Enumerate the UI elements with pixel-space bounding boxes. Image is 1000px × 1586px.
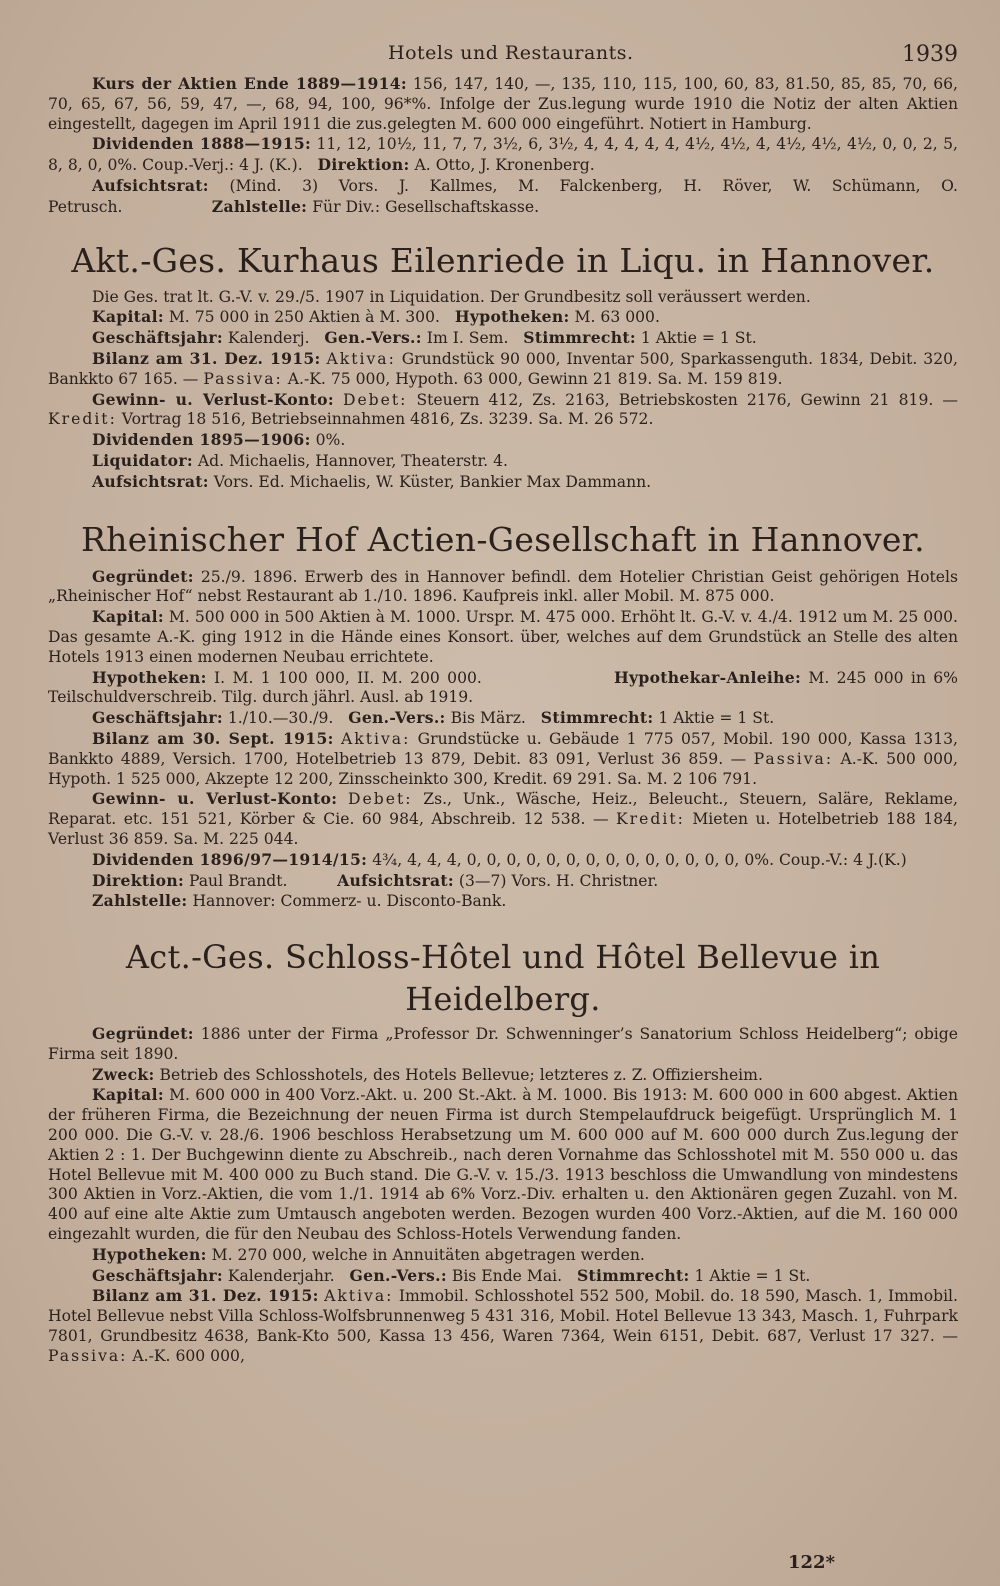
- text-passiva: A.-K. 600 000,: [127, 1346, 245, 1365]
- label-geschaeftsjahr: Geschäftsjahr:: [92, 708, 223, 728]
- paragraph-kurs: [48, 74, 958, 134]
- text-zweck: Betrieb des Schlosshotels, des Hotels Bellevue; letzteres z. Z. Offiziersheim.: [154, 1065, 763, 1084]
- heading-schloss-hotel: Act.-Ges. Schloss-Hôtel und Hôtel Bellevue in Heidelberg.: [125, 938, 881, 1019]
- label-aufsichtsrat: Aufsichtsrat:: [92, 175, 209, 195]
- text-zahlstelle: Für Div.: Gesellschaftskasse.: [307, 197, 540, 216]
- text-debet: Zs., Unk., Wäsche, Heiz., Beleucht., Steuern, Saläre, Reklame, Reparat. etc. 151 521, Körber & Cie. 60 984, Abschreib. 12 538. —: [48, 790, 958, 829]
- label-passiva: Passiva:: [48, 1346, 128, 1365]
- label-aufsichtsrat: Aufsichtsrat:: [337, 870, 454, 890]
- label-gewinn-verlust: Gewinn- u. Verlust-Konto:: [92, 389, 334, 409]
- text-aktiva: Grundstück 90 000, Inventar 500, Sparkassenguth. 1834, Debit. 320, Bankkto 67 165. —: [48, 349, 959, 388]
- text-dividenden: 4¾, 4, 4, 4, 0, 0, 0, 0, 0, 0, 0, 0, 0, 0, 0, 0, 0, 0, 0%. Coup.-V.: 4 J.(K.): [367, 850, 907, 869]
- heading-kurhaus-eilenriede: Akt.-Ges. Kurhaus Eilenriede in Liqu. in Hannover.: [71, 240, 935, 280]
- label-gewinn-verlust: Gewinn- u. Verlust-Konto:: [92, 789, 338, 809]
- paragraph-aufsichtsrat: [48, 176, 958, 218]
- signature-mark: 122*: [788, 1552, 835, 1573]
- text-hypotheken: M. 270 000, welche in Annuitäten abgetragen werden.: [206, 1245, 645, 1264]
- paragraph-liquidator: [48, 451, 958, 472]
- text-direktion: A. Otto, J. Kronenberg.: [409, 156, 595, 175]
- text-stimmrecht: 1 Aktie = 1 St.: [653, 709, 775, 728]
- text-kapital: M. 600 000 in 400 Vorz.-Akt. u. 200 St.-Akt. à M. 1000. Bis 1913: M. 600 000 in 600 abgest. Aktien der früheren Firma, die Bezeichnung der neuen Firma ist durch Stempelaufdruck beigefügt. Ursprünglich M. 1 200 000. Die G.-V. v. 28./6. 1906 beschloss Herabsetzung um M. 600 000 auf M. 600 000 durch Zus.legung der Aktien 2 : 1. Der Buchgewinn diente zu Abschreib., nach deren Vornahme das Schlosshotel mit M. 550 000 u. das Hotel Bellevue mit M. 400 000 zu Buch stand. Die G.-V. v. 15./3. 1913 beschloss die Umwandlung von mindestens 300 Aktien in Vorz.-Aktien, die vom 1./1. 1914 ab 6% Vorz.-Div. erhalten u. den Aktionären gegen Zuzahl. von M. 400 auf eine alte Aktie zum Umtausch angeboten werden. Bezogen wurden 400 Vorz.-Aktien, auf die M. 160 000 eingezahlt wurden, die für den Neubau des Schloss-Hotels Verwendung fanden.: [48, 1086, 958, 1244]
- label-debet: Debet:: [342, 390, 408, 409]
- paragraph-hypotheken: [48, 1245, 958, 1266]
- text-geschaeftsjahr: Kalenderj.: [222, 329, 310, 348]
- label-kredit: Kredit:: [48, 410, 117, 429]
- section-kurhaus-eilenriede: [48, 288, 958, 493]
- paragraph-gegruendet: [48, 567, 958, 608]
- heading-rheinischer-hof: Rheinischer Hof Actien-Gesellschaft in Hannover.: [81, 519, 925, 559]
- label-hypothekar-anleihe: Hypothekar-Anleihe:: [613, 667, 802, 687]
- label-geschaeftsjahr: Geschäftsjahr:: [92, 1265, 223, 1285]
- text-aufsichtsrat: Vors. Ed. Michaelis, W. Küster, Bankier Max Dammann.: [208, 472, 652, 491]
- label-kapital: Kapital:: [92, 1085, 164, 1105]
- paragraph-geschaeftsjahr: [48, 1266, 958, 1287]
- label-hypotheken: Hypotheken:: [92, 1244, 207, 1264]
- label-gen-vers: Gen.-Vers.:: [348, 708, 446, 728]
- text-hypotheken: I. M. 1 100 000, II. M. 200 000.: [206, 668, 482, 687]
- text-debet: Steuern 412, Zs. 2163, Betriebskosten 2176, Gewinn 21 819. —: [407, 390, 958, 409]
- paragraph-geschaeftsjahr: [48, 708, 958, 729]
- label-debet: Debet:: [348, 790, 413, 809]
- text-stimmrecht: 1 Aktie = 1 St.: [635, 329, 757, 348]
- text-direktion: Paul Brandt.: [184, 871, 288, 890]
- text-geschaeftsjahr: Kalenderjahr.: [222, 1266, 335, 1285]
- label-geschaeftsjahr: Geschäftsjahr:: [92, 328, 223, 348]
- text-liquidator: Ad. Michaelis, Hannover, Theaterstr. 4.: [192, 451, 508, 470]
- label-aktiva: Aktiva:: [341, 729, 411, 748]
- label-gen-vers: Gen.-Vers.:: [324, 328, 422, 348]
- paragraph-hypotheken: [48, 668, 958, 709]
- label-hypotheken: Hypotheken:: [92, 667, 207, 687]
- paragraph-dividenden: [48, 850, 958, 871]
- label-passiva: Passiva:: [753, 749, 834, 768]
- label-direktion: Direktion:: [92, 870, 185, 890]
- label-kapital: Kapital:: [92, 307, 164, 327]
- section-schloss-hotel: [48, 1024, 958, 1367]
- label-gegruendet: Gegründet:: [92, 1024, 194, 1044]
- paragraph-direktion: [48, 871, 958, 892]
- label-aktiva: Aktiva:: [324, 1287, 394, 1306]
- label-gegruendet: Gegründet:: [92, 566, 194, 586]
- text-kredit: Mieten u. Hotelbetrieb 188 184, Verlust 36 859. Sa. M. 225 044.: [48, 810, 958, 848]
- text-dividenden: 0%.: [310, 431, 346, 450]
- label-hypotheken: Hypotheken:: [454, 307, 570, 327]
- paragraph-kapital: [48, 607, 958, 667]
- paragraph-bilanz: [48, 349, 958, 390]
- paragraph-liquidation: Die Ges. trat lt. G.-V. v. 29./5. 1907 in Liquidation. Der Grundbesitz soll veräussert werden.: [92, 287, 811, 306]
- text-geschaeftsjahr: 1./10.—30./9.: [222, 709, 334, 728]
- paragraph-aufsichtsrat: [48, 472, 958, 493]
- paragraph-dividenden: [48, 134, 958, 176]
- text-aufsichtsrat: (3—7) Vors. H. Christner.: [453, 871, 659, 890]
- text-kredit: Vortrag 18 516, Betriebseinnahmen 4816, Zs. 3239. Sa. M. 26 572.: [116, 410, 654, 429]
- text-kapital: M. 500 000 in 500 Aktien à M. 1000. Urspr. M. 475 000. Erhöht lt. G.-V. v. 4./4. 1912 um M. 25 000. Das gesamte A.-K. ging 1912 in die Hände eines Konsort. über, welches auf dem Grundstück an Stelle des alten Hotels 1913 einen modernen Neubau errichtete.: [48, 608, 958, 666]
- paragraph-bilanz: [48, 729, 958, 789]
- label-zahlstelle: Zahlstelle:: [92, 891, 188, 911]
- label-dividenden: Dividenden 1888—1915:: [92, 134, 312, 154]
- paragraph-bilanz: [48, 1286, 958, 1366]
- text-hypotheken: M. 63 000.: [569, 308, 660, 327]
- label-passiva: Passiva:: [203, 369, 283, 388]
- text-passiva: A.-K. 75 000, Hypoth. 63 000, Gewinn 21 819. Sa. M. 159 819.: [282, 369, 783, 388]
- text-hypothekar-anleihe: M. 245 000 in 6% Teilschuldverschreib. Tilg. durch jährl. Ausl. ab 1919.: [48, 668, 958, 707]
- text-dividenden: 11, 12, 10½, 11, 7, 7, 3½, 6, 3½, 4, 4, 4, 4, 4, 4½, 4½, 4, 4½, 4½, 4½, 0, 0, 2, 5, 8, 8, 0, 0%. Coup.-Verj.: 4 J. (K.).: [48, 135, 959, 175]
- text-kurs: 156, 147, 140, —, 135, 110, 115, 100, 60, 83, 81.50, 85, 85, 70, 66, 70, 65, 67, 56, 59, 47, —, 68, 94, 100, 96*%. Infolge der Zus.legung wurde 1910 die Notiz der alten Aktien eingestellt, dagegen im April 1911 die zus.gelegten M. 600 000 eingeführt. Notiert in Hamburg.: [48, 75, 958, 133]
- text-zahlstelle: Hannover: Commerz- u. Disconto-Bank.: [187, 892, 507, 911]
- page-header: [48, 34, 958, 74]
- label-bilanz: Bilanz am 30. Sept. 1915:: [92, 728, 334, 748]
- paragraph-gewinn-verlust: [48, 789, 958, 849]
- label-dividenden: Dividenden 1896/97—1914/15:: [92, 849, 368, 869]
- label-liquidator: Liquidator:: [92, 450, 193, 470]
- text-passiva: A.-K. 500 000, Hypoth. 1 525 000, Akzepte 12 200, Zinsscheinkto 300, Kredit. 69 291. Sa. M. 2 106 791.: [48, 749, 958, 788]
- text-aktiva: Grundstücke u. Gebäude 1 775 057, Mobil. 190 000, Kassa 1313, Bankkto 4889, Versich. 1700, Hotelbetrieb 13 879, Debit. 83 091, Verlust 36 859. —: [48, 729, 958, 768]
- label-bilanz: Bilanz am 31. Dez. 1915:: [92, 1286, 319, 1306]
- label-kredit: Kredit:: [616, 810, 685, 829]
- text-aktiva: Immobil. Schlosshotel 552 500, Mobil. do. 18 590, Masch. 1, Immobil. Hotel Bellevue nebst Villa Schloss-Wolfsbrunnenweg 5 431 316, Mobil. Hotel Bellevue 13 343, Masch. 1, Fuhrpark 7801, Grundbesitz 4638, Bank-Kto 500, Kassa 13 456, Waren 7364, Wein 6151, Debit. 687, Verlust 17 327. —: [48, 1287, 958, 1346]
- paragraph-gegruendet: [48, 1024, 958, 1065]
- text-gen-vers: Im I. Sem.: [421, 329, 509, 348]
- text-gegruendet: 25./9. 1896. Erwerb des in Hannover befindl. dem Hotelier Christian Geist gehörigen Hotels „Rheinischer Hof“ nebst Restaurant ab 1./10. 1896. Kaufpreis inkl. aller Mobil. M. 875 000.: [48, 567, 958, 606]
- paragraph-gewinn-verlust: [48, 390, 958, 431]
- text-stimmrecht: 1 Aktie = 1 St.: [689, 1266, 811, 1285]
- label-bilanz: Bilanz am 31. Dez. 1915:: [92, 348, 321, 368]
- paragraph-geschaeftsjahr: [48, 328, 958, 349]
- paragraph-kapital: [48, 1085, 958, 1244]
- text-aufsichtsrat: (Mind. 3) Vors. J. Kallmes, M. Falckenberg, H. Röver, W. Schümann, O. Petrusch.: [48, 176, 958, 216]
- text-gen-vers: Bis Ende Mai.: [446, 1266, 563, 1285]
- page-number: 1939: [902, 42, 958, 67]
- label-kurs: Kurs der Aktien Ende 1889—1914:: [92, 74, 407, 93]
- label-stimmrecht: Stimmrecht:: [523, 328, 636, 348]
- label-stimmrecht: Stimmrecht:: [576, 1265, 690, 1285]
- paragraph-zahlstelle: [48, 891, 958, 912]
- paragraph-kapital: [48, 307, 958, 328]
- label-aktiva: Aktiva:: [326, 349, 396, 368]
- paragraph-dividenden: [48, 430, 958, 451]
- text-gen-vers: Bis März.: [445, 709, 526, 728]
- paragraph-zweck: [48, 1065, 958, 1086]
- label-dividenden: Dividenden 1895—1906:: [92, 430, 311, 450]
- section-continuation: [48, 74, 958, 218]
- label-stimmrecht: Stimmrecht:: [540, 708, 654, 728]
- label-direktion: Direktion:: [317, 155, 410, 175]
- label-zahlstelle: Zahlstelle:: [211, 196, 308, 216]
- label-aufsichtsrat: Aufsichtsrat:: [92, 471, 209, 491]
- section-rheinischer-hof: [48, 567, 958, 913]
- text-gegruendet: 1886 unter der Firma „Professor Dr. Schwenninger’s Sanatorium Schloss Heidelberg“; obige Firma seit 1890.: [48, 1025, 958, 1063]
- text-kapital: M. 75 000 in 250 Aktien à M. 300.: [163, 308, 440, 327]
- label-gen-vers: Gen.-Vers.:: [349, 1265, 447, 1285]
- running-title: Hotels und Restaurants.: [388, 42, 634, 64]
- label-kapital: Kapital:: [92, 607, 164, 627]
- label-zweck: Zweck:: [92, 1064, 155, 1084]
